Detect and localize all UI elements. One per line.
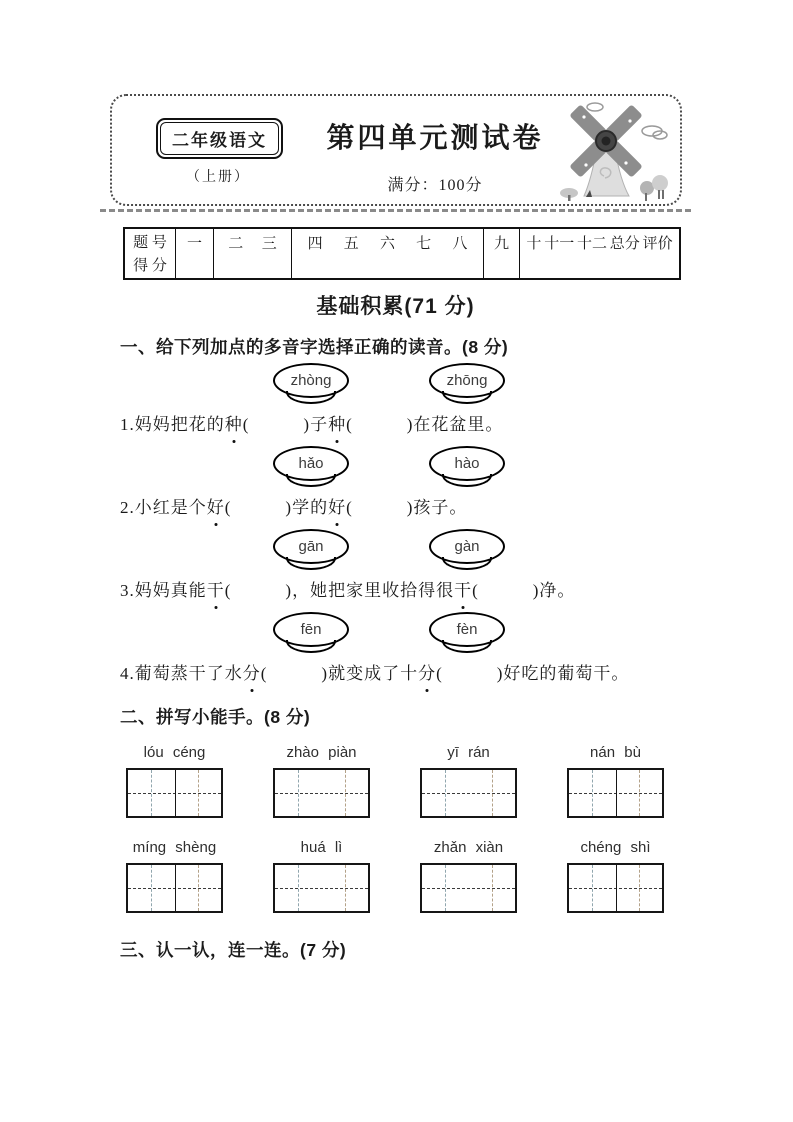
pinyin-grid-item bbox=[420, 744, 517, 818]
grid-center-divider bbox=[175, 865, 176, 911]
grid-row bbox=[126, 744, 664, 818]
score-table-cell bbox=[175, 229, 213, 278]
score-table-cell-label: 二 bbox=[228, 236, 244, 252]
full-score-label: 满分：100分 bbox=[387, 177, 483, 194]
section-one-heading: 一、给下列加点的多音字选择正确的读音。(8 分) bbox=[120, 337, 509, 357]
pinyin-plate: zhòng bbox=[273, 363, 349, 398]
score-table-cell bbox=[519, 229, 679, 278]
pinyin-plate: hǎo bbox=[273, 446, 349, 481]
character-writing-grid bbox=[420, 863, 517, 913]
question-text-segment: ( )好吃的葡萄干。 bbox=[436, 664, 630, 683]
grid-vertical-dashed-line bbox=[639, 865, 640, 911]
score-table-corner-cell bbox=[125, 229, 175, 278]
pinyin-label: míng shèng bbox=[132, 839, 217, 856]
grid-vertical-dashed-line bbox=[445, 770, 446, 816]
grid-vertical-dashed-line bbox=[151, 770, 152, 816]
dotted-character: 种 bbox=[225, 410, 243, 440]
pinyin-plate: gān bbox=[273, 529, 349, 564]
question-item bbox=[120, 612, 700, 695]
question-text-segment: 3.妈妈真能 bbox=[120, 581, 207, 600]
grid-vertical-dashed-line bbox=[492, 770, 493, 816]
question-number-label: 题 号 bbox=[133, 235, 167, 251]
question-text-segment: 4.葡萄蒸干了水 bbox=[120, 664, 243, 683]
grid-vertical-dashed-line bbox=[298, 770, 299, 816]
grid-horizontal-dashed-line bbox=[422, 888, 515, 889]
dotted-character: 好 bbox=[207, 493, 225, 523]
score-table-cell-label: 十 bbox=[526, 236, 542, 252]
question-text-segment: 2.小红是个 bbox=[120, 498, 207, 517]
grid-center-divider bbox=[616, 770, 617, 816]
pinyin-grid-item bbox=[567, 744, 664, 818]
pinyin-plate: fèn bbox=[429, 612, 505, 647]
question-line bbox=[120, 493, 700, 523]
score-label: 得 分 bbox=[133, 258, 167, 274]
pinyin-label: zhǎn xiàn bbox=[433, 839, 504, 856]
question-text-segment: ( )学的 bbox=[224, 498, 329, 517]
score-table-cell-label: 六 bbox=[379, 236, 395, 252]
pinyin-grid-item bbox=[420, 839, 517, 913]
character-writing-grid bbox=[567, 768, 664, 818]
score-table-cell-label: 十一 bbox=[544, 236, 575, 252]
grid-vertical-dashed-line bbox=[592, 770, 593, 816]
grid-vertical-dashed-line bbox=[592, 865, 593, 911]
character-writing-grid bbox=[126, 768, 223, 818]
pinyin-label: zhào piàn bbox=[286, 744, 357, 761]
pinyin-plate: fēn bbox=[273, 612, 349, 647]
question-line bbox=[120, 410, 700, 440]
question-item bbox=[120, 446, 700, 529]
pinyin-options-row bbox=[120, 363, 700, 410]
character-writing-grid bbox=[273, 768, 370, 818]
windmill-illustration bbox=[548, 98, 674, 202]
character-writing-grid bbox=[567, 863, 664, 913]
grid-horizontal-dashed-line bbox=[275, 793, 368, 794]
pinyin-label: chéng shì bbox=[580, 839, 651, 856]
pinyin-plate: zhōng bbox=[429, 363, 505, 398]
pinyin-grid-item bbox=[567, 839, 664, 913]
dotted-character: 好 bbox=[328, 493, 346, 523]
part-title: 基础积累(71 分) bbox=[316, 295, 475, 318]
character-writing-grid bbox=[273, 863, 370, 913]
grade-badge bbox=[156, 118, 283, 159]
score-table-cell bbox=[291, 229, 483, 278]
dotted-character: 分 bbox=[243, 659, 261, 689]
score-table-cell-label: 七 bbox=[416, 236, 432, 252]
grid-horizontal-dashed-line bbox=[422, 793, 515, 794]
grid-vertical-dashed-line bbox=[639, 770, 640, 816]
score-table-cell-label: 八 bbox=[452, 236, 468, 252]
volume-label: （上册） bbox=[186, 170, 250, 185]
question-text-segment: ( )净。 bbox=[472, 581, 576, 600]
grid-vertical-dashed-line bbox=[298, 865, 299, 911]
score-table-cell-label: 总分 bbox=[609, 236, 640, 252]
pinyin-label: nán bù bbox=[590, 744, 641, 761]
score-table-cell bbox=[483, 229, 519, 278]
paper-title: 第四单元测试卷 bbox=[326, 122, 544, 153]
section-three-heading: 三、认一认，连一连。(7 分) bbox=[120, 940, 347, 960]
pinyin-options-row bbox=[120, 529, 700, 576]
pinyin-label: lóu céng bbox=[143, 744, 206, 761]
pinyin-plate: hào bbox=[429, 446, 505, 481]
score-table-cell-label: 四 bbox=[307, 236, 323, 252]
grid-vertical-dashed-line bbox=[198, 865, 199, 911]
question-item bbox=[120, 529, 700, 612]
pinyin-grid-rows bbox=[126, 744, 664, 913]
grid-center-divider bbox=[616, 865, 617, 911]
question-text-segment: ( )在花盆里。 bbox=[346, 415, 504, 434]
pinyin-label: huá lì bbox=[300, 839, 343, 856]
question-text-segment: ( )子 bbox=[242, 415, 329, 434]
score-table-cell-label: 评价 bbox=[642, 236, 673, 252]
grid-vertical-dashed-line bbox=[445, 865, 446, 911]
question-text-segment: ( )，她把家里收拾得很 bbox=[224, 581, 455, 600]
section-one-items bbox=[120, 363, 700, 695]
grid-vertical-dashed-line bbox=[198, 770, 199, 816]
section-two-heading: 二、拼写小能手。(8 分) bbox=[120, 707, 311, 727]
pinyin-options-row bbox=[120, 446, 700, 493]
question-text-segment: ( )孩子。 bbox=[346, 498, 468, 517]
grade-badge-label: 二年级语文 bbox=[160, 122, 279, 155]
pinyin-grid-item bbox=[273, 839, 370, 913]
question-item bbox=[120, 363, 700, 446]
dotted-character: 分 bbox=[418, 659, 436, 689]
question-line bbox=[120, 659, 700, 689]
grid-horizontal-dashed-line bbox=[275, 888, 368, 889]
dotted-character: 干 bbox=[454, 576, 472, 606]
pinyin-grid-item bbox=[126, 744, 223, 818]
score-table-cell-label: 三 bbox=[261, 236, 277, 252]
pinyin-grid-item bbox=[126, 839, 223, 913]
score-table-cell-label: 十二 bbox=[576, 236, 607, 252]
pinyin-grid-item bbox=[273, 744, 370, 818]
question-text-segment: ( )就变成了十 bbox=[260, 664, 419, 683]
grid-vertical-dashed-line bbox=[345, 865, 346, 911]
windmill-hub bbox=[596, 131, 616, 151]
score-table-cell-label: 五 bbox=[343, 236, 359, 252]
dotted-character: 种 bbox=[328, 410, 346, 440]
pinyin-plate: gàn bbox=[429, 529, 505, 564]
header-box bbox=[110, 94, 682, 206]
score-table bbox=[123, 227, 681, 280]
grid-row bbox=[126, 839, 664, 913]
score-table-cell-label: 一 bbox=[186, 236, 202, 252]
pinyin-label: yī rán bbox=[447, 744, 490, 761]
character-writing-grid bbox=[420, 768, 517, 818]
dotted-character: 干 bbox=[207, 576, 225, 606]
score-table-cell bbox=[213, 229, 291, 278]
header-separator-line bbox=[100, 209, 691, 212]
grid-vertical-dashed-line bbox=[345, 770, 346, 816]
score-table-cell-label: 九 bbox=[493, 236, 509, 252]
grid-vertical-dashed-line bbox=[492, 865, 493, 911]
question-line bbox=[120, 576, 700, 606]
grid-center-divider bbox=[175, 770, 176, 816]
grid-vertical-dashed-line bbox=[151, 865, 152, 911]
pinyin-options-row bbox=[120, 612, 700, 659]
character-writing-grid bbox=[126, 863, 223, 913]
question-text-segment: 1.妈妈把花的 bbox=[120, 415, 225, 434]
